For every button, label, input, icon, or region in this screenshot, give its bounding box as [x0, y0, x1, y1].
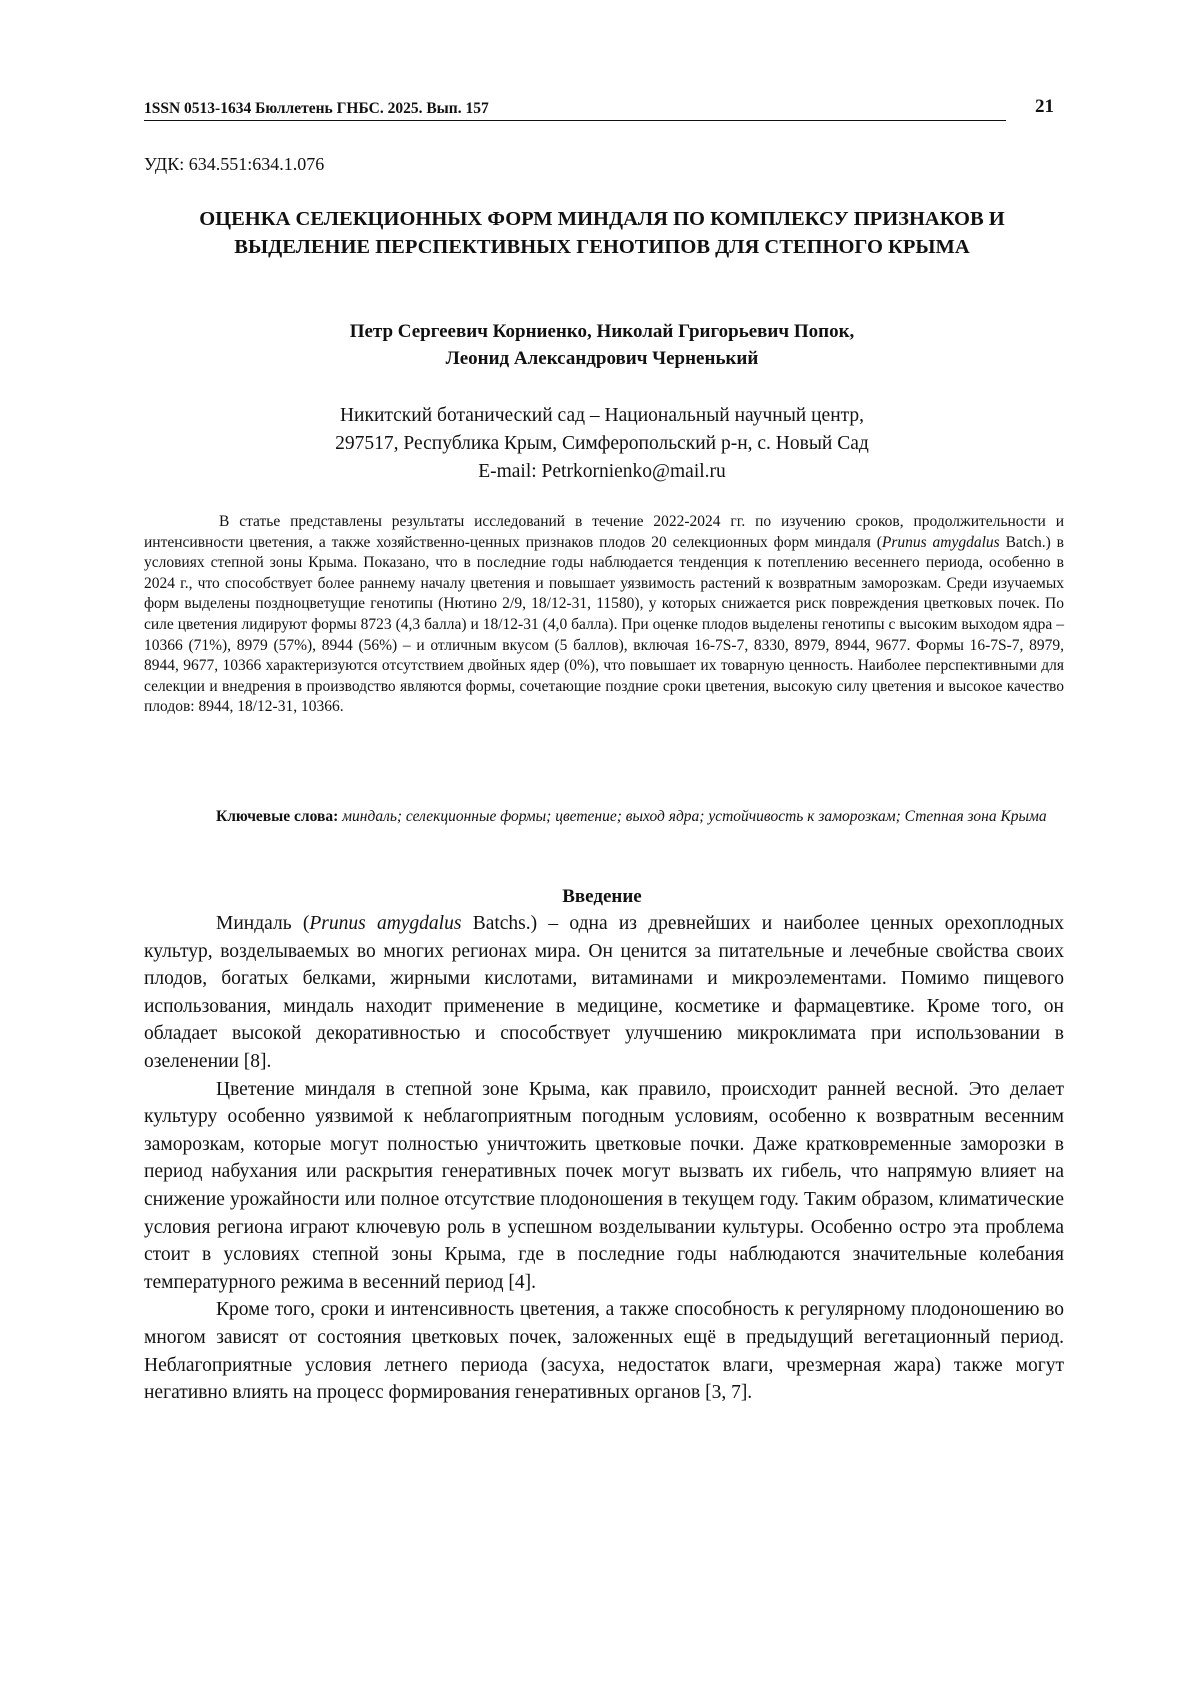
journal-issue-info: 1SSN 0513-1634 Бюллетень ГНБС. 2025. Вып. 157: [144, 100, 1006, 121]
abstract-text-1: В статье представлены результаты исследований в течение 2022-2024 гг. по изучению сроков, продолжительности и интенсивности цветения, а также хозяйственно-ценных признаков плодов 20 селекционных форм миндаля (: [144, 513, 1064, 551]
keywords-text: миндаль; селекционные формы; цветение; выход ядра; устойчивость к заморозкам; Степная зона Крыма: [338, 808, 1047, 825]
authors-line-1: Петр Сергеевич Корниенко, Николай Григорьевич Попок,: [349, 321, 855, 342]
abstract-text-2: Batch.) в условиях степной зоны Крыма. Показано, что в последние годы наблюдается тенденция к потеплению весеннего периода, особенно в 2024 г., что способствует более раннему началу цветения и повышает уязвимость растений к возвратным заморозкам. Среди изучаемых форм выделены поздноцветущие генотипы (Нютино 2/9, 18/12-31, 11580), у которых снижается риск повреждения цветковых почек. По силе цветения лидируют формы 8723 (4,3 балла) и 18/12-31 (4,0 балла). При оценке плодов выделены генотипы с высоким выходом ядра – 10366 (71%), 8979 (57%), 8944 (56%) – и отличным вкусом (5 баллов), включая 16-7S-7, 8330, 8979, 8944, 9677. Формы 16-7S-7, 8979, 8944, 9677, 10366 характеризуются отсутствием двойных ядер (0%), что повышает их товарную ценность. Наиболее перспективными для селекции и внедрения в производство являются формы, сочетающие поздние сроки цветения, высокую силу цветения и высокое качество плодов: 8944, 18/12-31, 10366.: [144, 533, 1064, 716]
affiliation-line-1: Никитский ботанический сад – Национальный научный центр,: [339, 405, 865, 426]
author-list: [144, 318, 1060, 372]
section-heading-introduction: Введение: [562, 886, 642, 907]
intro-species-name: Prunus amygdalus: [309, 913, 462, 934]
intro-paragraph-1: [144, 910, 1064, 1076]
udc-code: УДК: 634.551:634.1.076: [144, 154, 325, 174]
article-title: ОЦЕНКА СЕЛЕКЦИОННЫХ ФОРМ МИНДАЛЯ ПО КОМПЛЕКСУ ПРИЗНАКОВ И ВЫДЕЛЕНИЕ ПЕРСПЕКТИВНЫХ ГЕНОТИПОВ ДЛЯ СТЕПНОГО КРЫМА: [199, 208, 1005, 258]
running-header: [144, 96, 1064, 126]
introduction-body: [144, 910, 1064, 1407]
keywords-label: Ключевые слова:: [216, 808, 339, 825]
authors-line-2: Леонид Александрович Черненький: [445, 348, 759, 369]
abstract-species-name: Prunus amygdalus: [881, 533, 1000, 551]
intro-p1-text-2: Batchs.) – одна из древнейших и наиболее ценных орехоплодных культур, возделываемых во многих регионах мира. Он ценится за питательные и лечебные свойства своих плодов, богатых белками, жирными кислотами, витаминами и микроэлементами. Помимо пищевого использования, миндаль находит применение в медицине, косметике и фармацевтике. Кроме того, он обладает высокой декоративностью и способствует улучшению микроклимата при использовании в озеленении [8].: [144, 913, 1064, 1072]
intro-p1-text-1: Миндаль (: [216, 913, 310, 934]
intro-paragraph-2: Цветение миндаля в степной зоне Крыма, как правило, происходит ранней весной. Это делает культуру особенно уязвимой к неблагоприятным погодным условиям, особенно к возвратным весенним заморозкам, которые могут полностью уничтожить цветковые почки. Даже кратковременные заморозки в период набухания или раскрытия генеративных почек могут вызвать их гибель, что напрямую влияет на снижение урожайности или полное отсутствие плодоношения в текущем году. Таким образом, климатические условия региона играют ключевую роль в успешном возделывании культуры. Особенно остро эта проблема стоит в условиях степной зоны Крыма, где в последние годы наблюдаются значительные колебания температурного режима в весенний период [4].: [144, 1078, 1064, 1293]
intro-paragraph-3: Кроме того, сроки и интенсивность цветения, а также способность к регулярному плодоношению во многом зависят от состояния цветковых почек, заложенных ещё в предыдущий вегетационный период. Неблагоприятные условия летнего периода (засуха, недостаток влаги, чрезмерная жара) также могут негативно влиять на процесс формирования генеративных органов [3, 7].: [144, 1299, 1064, 1404]
keywords: [144, 807, 1064, 828]
affiliation: [144, 402, 1060, 486]
affiliation-line-2: 297517, Республика Крым, Симферопольский р-н, с. Новый Сад: [335, 433, 869, 454]
page-number: 21: [1035, 96, 1054, 117]
author-email: E-mail: Petrkornienko@mail.ru: [478, 461, 726, 482]
abstract: [144, 512, 1064, 718]
